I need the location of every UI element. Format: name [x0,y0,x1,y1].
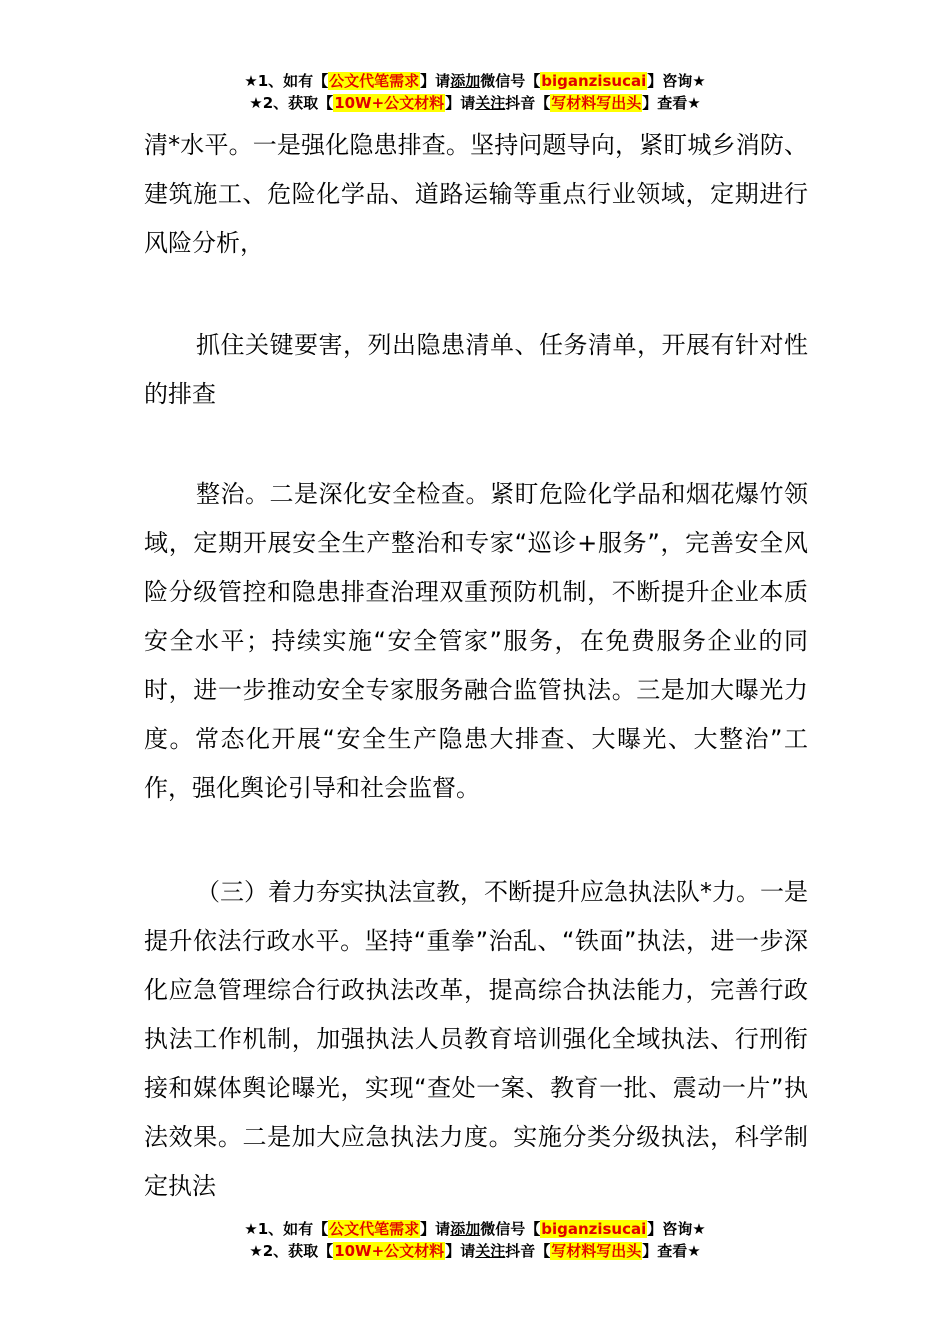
document-body [144,121,808,268]
document-body [144,868,808,1211]
banner-douyin-account: 写材料写出头 [551,94,642,112]
document-body [144,470,808,813]
banner-wechat-id: biganzisucai [541,72,647,90]
paragraph: （三）着力夯实执法宣教，不断提升应急执法队*力。一是提升依法行政水平。坚持“重拳”治乱、“铁面”执法，进一步深化应急管理综合行政执法改革，提高综合执法能力，完善行政执法工作机制，加强执法人员教育培训强化全域执法、行刑衔接和媒体舆论曝光，实现“查处一案、教育一批、震动一片”执法效果。二是加大应急执法力度。实施分类分级执法，科学制定执法 [144,878,808,1200]
banner-line-1: ★1、如有【公文代笔需求】请添加微信号【biganzisucai】咨询★ [244,1220,706,1238]
paragraph: 抓住关键要害，列出隐患清单、任务清单，开展有针对性的排查 [144,331,808,408]
footer-banner [0,1218,950,1262]
banner-line-1: ★1、如有【公文代笔需求】请添加微信号【biganzisucai】咨询★ [244,72,706,90]
banner-line-2: ★2、获取【10W+公文材料】请关注抖音【写材料写出头】查看★ [249,1242,701,1260]
paragraph: 清*水平。一是强化隐患排查。坚持问题导向，紧盯城乡消防、建筑施工、危险化学品、道路运输等重点行业领域，定期进行风险分析， [144,131,808,257]
banner-highlight: 10W+公文材料 [334,1242,445,1260]
header-banner [0,70,950,114]
banner-line-2: ★2、获取【10W+公文材料】请关注抖音【写材料写出头】查看★ [249,94,701,112]
banner-douyin-account: 写材料写出头 [551,1242,642,1260]
banner-highlight: 10W+公文材料 [334,94,445,112]
banner-highlight: 公文代笔需求 [329,72,420,90]
paragraph: 整治。二是深化安全检查。紧盯危险化学品和烟花爆竹领域，定期开展安全生产整治和专家“巡诊+服务”，完善安全风险分级管控和隐患排查治理双重预防机制，不断提升企业本质安全水平；持续实施“安全管家”服务，在免费服务企业的同时，进一步推动安全专家服务融合监管执法。三是加大曝光力度。常态化开展“安全生产隐患大排查、大曝光、大整治”工作，强化舆论引导和社会监督。 [144,480,808,802]
banner-highlight: 公文代笔需求 [329,1220,420,1238]
document-body [144,321,808,419]
banner-wechat-id: biganzisucai [541,1220,647,1238]
